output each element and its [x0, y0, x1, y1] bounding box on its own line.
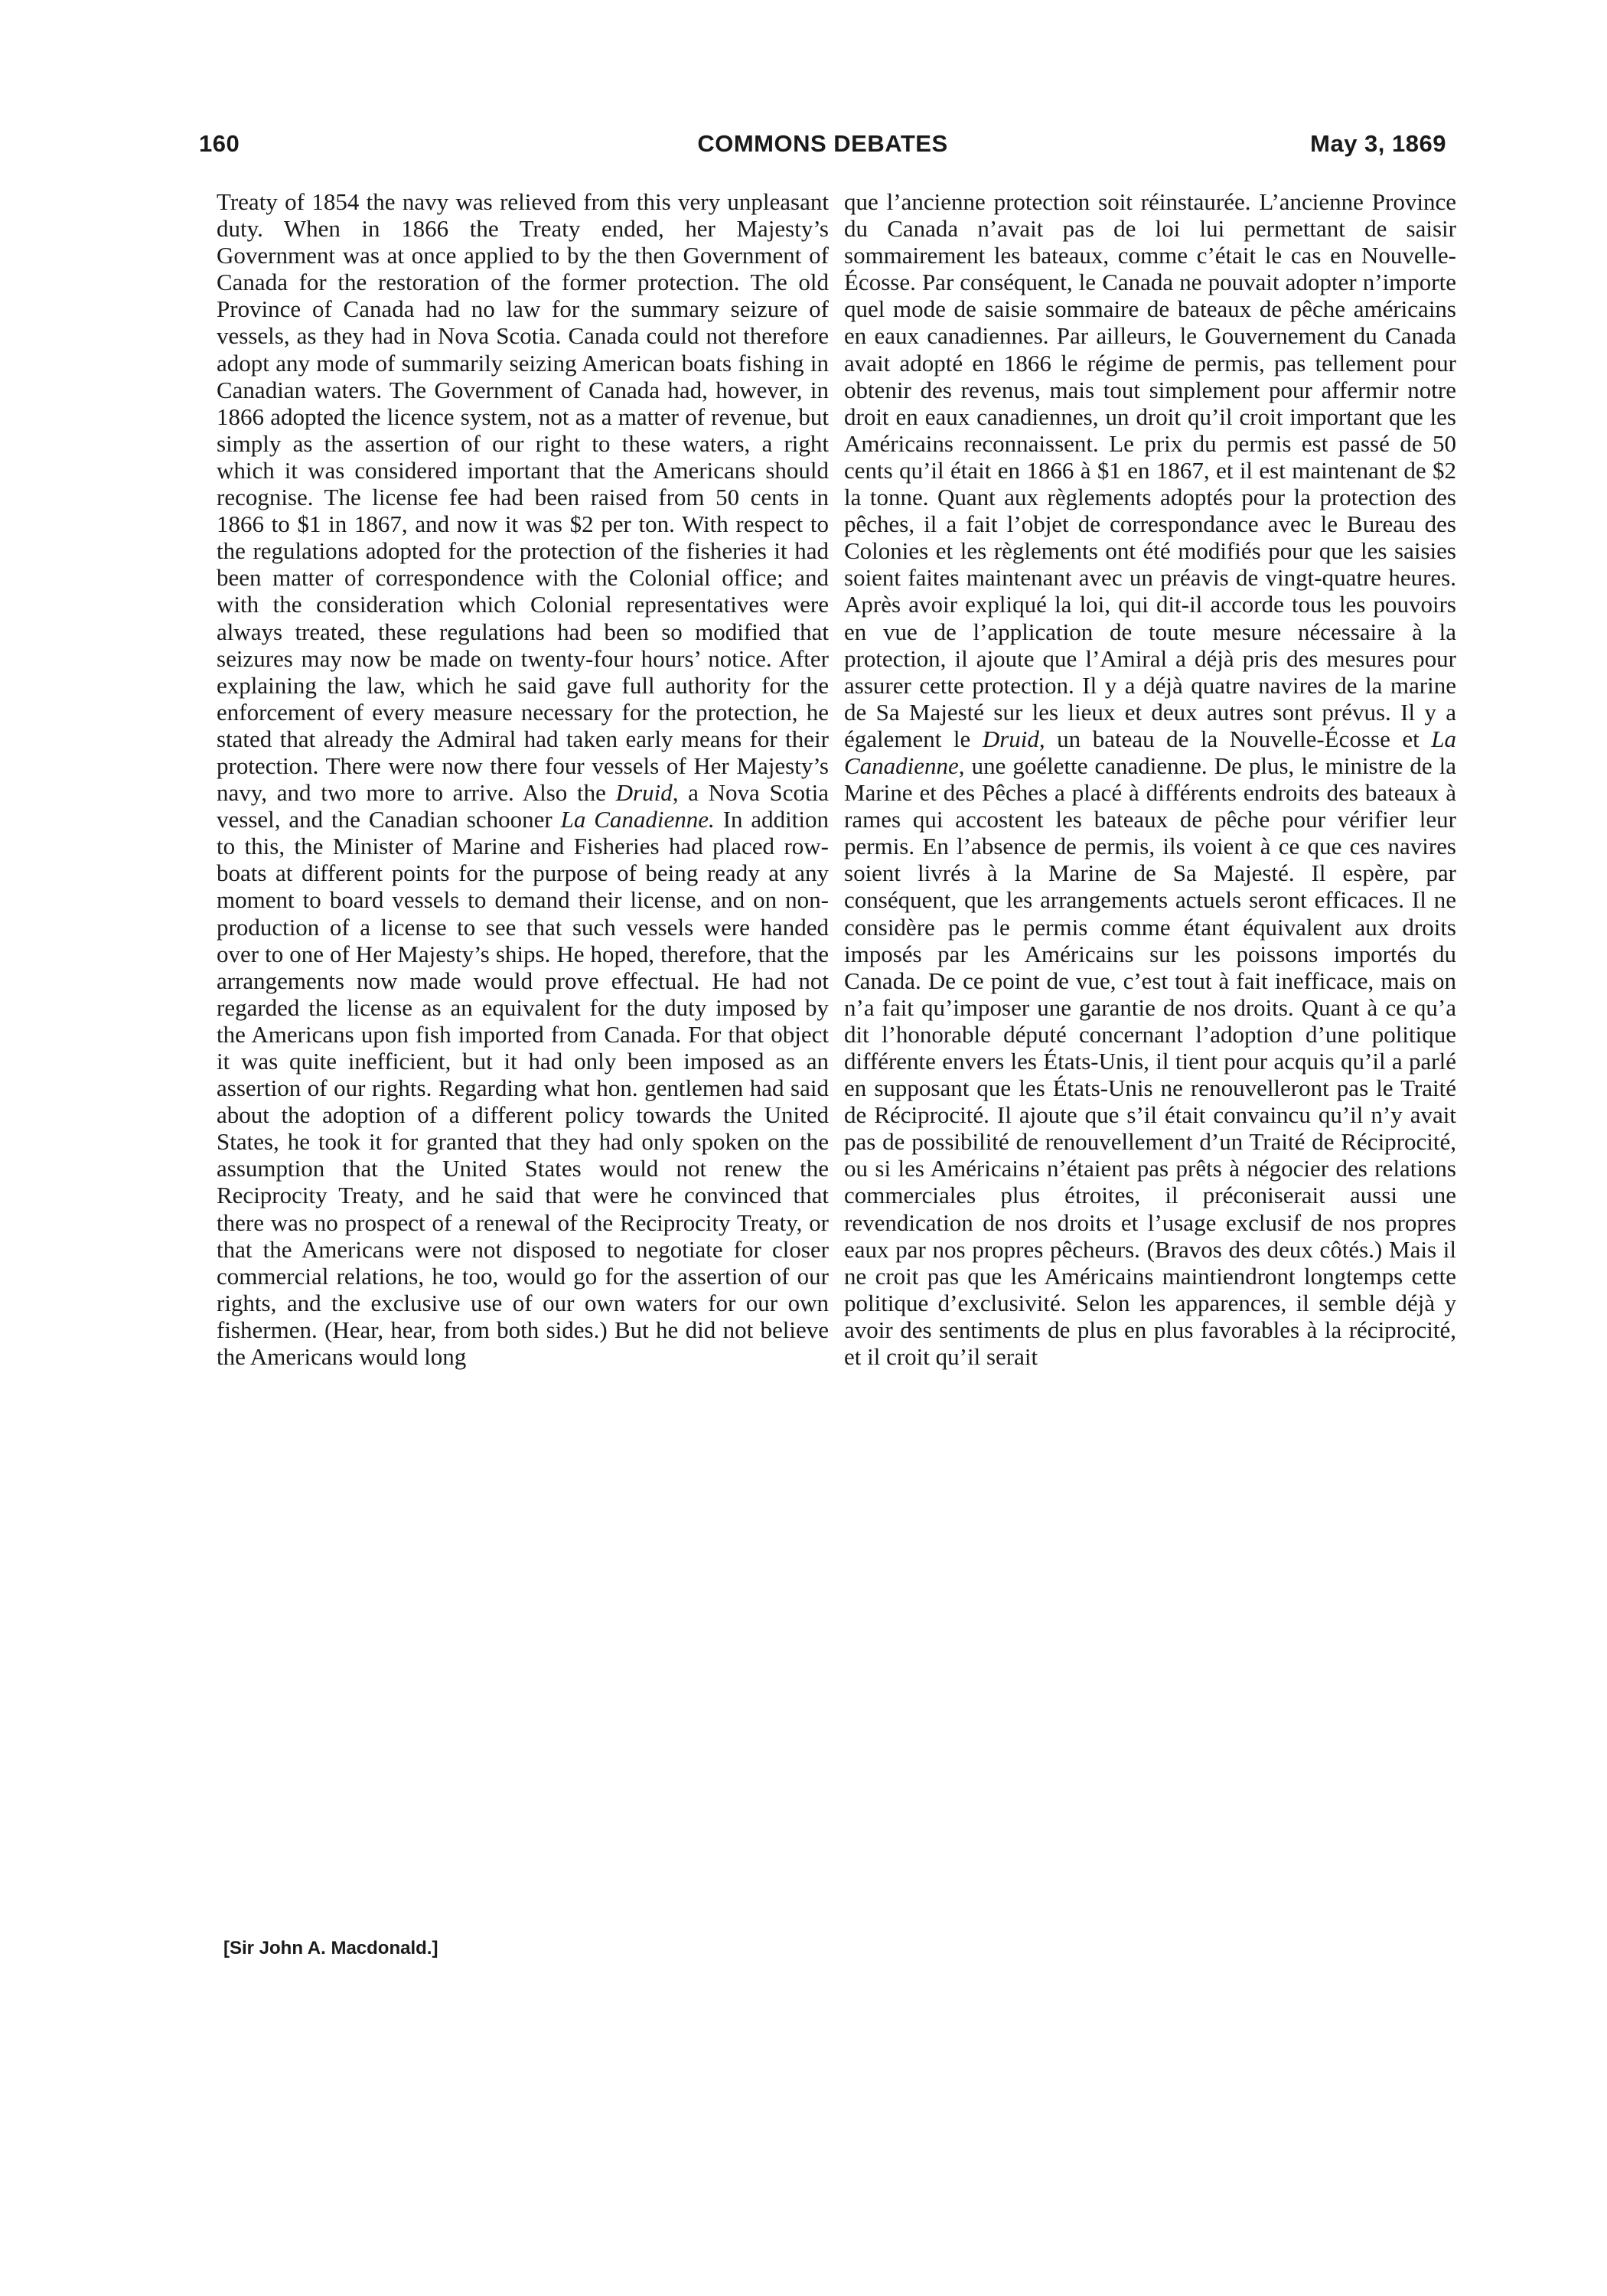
english-ship-canadienne: La Canadienne.: [560, 806, 715, 833]
french-column: [844, 188, 1456, 1370]
speaker-attribution: [Sir John A. Macdonald.]: [223, 1938, 438, 1958]
english-paragraph: [217, 188, 829, 1370]
english-column: [217, 188, 829, 1370]
english-text-1: Treaty of 1854 the navy was relieved from this very unpleasant duty. When in 1866 the Treaty ended, her Majesty’s Government was at once applied to by the then Government of Canada for the restoration of the former protection. The old Province of Canada had no law for the summary seizure of vessels, as they had in Nova Scotia. Canada could not therefore adopt any mode of summarily seizing American boats fishing in Canadian waters. The Government of Canada had, however, in 1866 adopted the licence system, not as a matter of revenue, but simply as the assertion of our right to these waters, a right which it was considered important that the Americans should recognise. The license fee had been raised from 50 cents in 1866 to $1 in 1867, and now it was $2 per ton. With respect to the regulations adopted for the protection of the fisheries it had been matter of correspondence with the Colonial office; and with the consideration which Colonial representatives were always treated, these regulations had been so modified that seizures may now be made on twenty-four hours’ notice. After explaining the law, which he said gave full authority for the enforcement of every measure necessary for the protection, he stated that already the Admiral had taken early means for their protection. There were now there four vessels of Her Majesty’s navy, and two more to arrive. Also the: [217, 188, 829, 807]
french-paragraph: [844, 188, 1456, 1370]
page-header: [199, 130, 1446, 164]
french-text-2: un bateau de la Nouvelle-Écosse et: [1045, 725, 1420, 752]
english-text-3: In addition to this, the Minister of Marine and Fisheries had placed row-boats at different points for the purpose of being ready at any moment to board vessels to demand their license, and on non-production of a license to see that such vessels were handed over to one of Her Majesty’s ships. He hoped, therefore, that the arrangements now made would prove effectual. He had not regarded the license as an equivalent for the duty imposed by the Americans upon fish imported from Canada. For that object it was quite inefficient, but it had only been imposed as an assertion of our rights. Regarding what hon. gentlemen had said about the adoption of a different policy towards the United States, he took it for granted that they had only spoken on the assumption that the United States would not renew the Reciprocity Treaty, and he said that were he convinced that there was no prospect of a renewal of the Reciprocity Treaty, or that the Americans were not disposed to negotiate for closer commercial relations, he too, would go for the assertion of our rights, and the exclusive use of our own waters for our own fishermen. (Hear, hear, from both sides.) But he did not believe the Americans would long: [217, 806, 830, 1371]
english-text-2: a Nova Scotia vessel, and the Canadian schooner: [217, 779, 830, 833]
page-date: May 3, 1869: [1310, 130, 1446, 157]
french-text-3: une goélette canadienne. De plus, le ministre de la Marine et des Pêches a placé à différents endroits des bateaux à rames qui accostent les bateaux de pêche pour vérifier leur permis. En l’absence de permis, ils voient à ce que ces navires soient livrés à la Marine de Sa Majesté. Il espère, par conséquent, que les arrangements actuels seront efficaces. Il ne considère pas le permis comme étant équivalent aux droits imposés par les Américains sur les poissons importés du Canada. De ce point de vue, c’est tout à fait inefficace, mais on n’a fait qu’imposer une garantie de nos droits. Quant à ce qu’a dit l’honorable député concernant l’adoption d’une politique différente envers les États-Unis, il tient pour acquis qu’il a parlé en supposant que les États-Unis ne renouvelleront pas le Traité de Réciprocité. Il ajoute que s’il était convaincu qu’il n’y avait pas de possibilité de renouvellement d’un Traité de Réciprocité, ou si les Américains n’étaient pas prêts à négocier des relations commerciales plus étroites, il préconiserait aussi une revendication de nos droits et l’usage exclusif de nos propres eaux par nos propres pêcheurs. (Bravos des deux côtés.) Mais il ne croit pas que les Américains maintiendront longtemps cette politique d’exclusivité. Selon les apparences, il semble déjà y avoir des sentiments de plus en plus favorables à la réciprocité, et il croit qu’il serait: [844, 752, 1456, 1371]
french-ship-druid: Druid,: [982, 725, 1045, 752]
french-ship-canadienne: La Canadienne,: [844, 725, 1457, 779]
english-ship-druid: Druid,: [615, 779, 679, 807]
french-text-1: que l’ancienne protection soit réinstaurée. L’ancienne Province du Canada n’avait pas de loi lui permettant de saisir sommairement les bateaux, comme c’était le cas en Nouvelle-Écosse. Par conséquent, le Canada ne pouvait adopter n’importe quel mode de saisie sommaire de bateaux de pêche américains en eaux canadiennes. Par ailleurs, le Gouvernement du Canada avait adopté en 1866 le régime de permis, pas tellement pour obtenir des revenus, mais tout simplement pour affermir notre droit en eaux canadiennes, un droit qu’il croit important que les Américains reconnaissent. Le prix du permis est passé de 50 cents qu’il était en 1866 à $1 en 1867, et il est maintenant de $2 la tonne. Quant aux règlements adoptés pour la protection des pêches, il a fait l’objet de correspondance avec le Bureau des Colonies et les règlements ont été modifiés pour que les saisies soient faites maintenant avec un préavis de vingt-quatre heures. Après avoir expliqué la loi, qui dit-il accorde tous les pouvoirs en vue de l’application de toute mesure nécessaire à la protection, il ajoute que l’Amiral a déjà pris des mesures pour assurer cette protection. Il y a déjà quatre navires de la marine de Sa Majesté sur les lieux et deux autres sont prévus. Il y a également le: [844, 188, 1456, 752]
page-number: 160: [199, 130, 240, 157]
publication-title: COMMONS DEBATES: [697, 130, 948, 157]
